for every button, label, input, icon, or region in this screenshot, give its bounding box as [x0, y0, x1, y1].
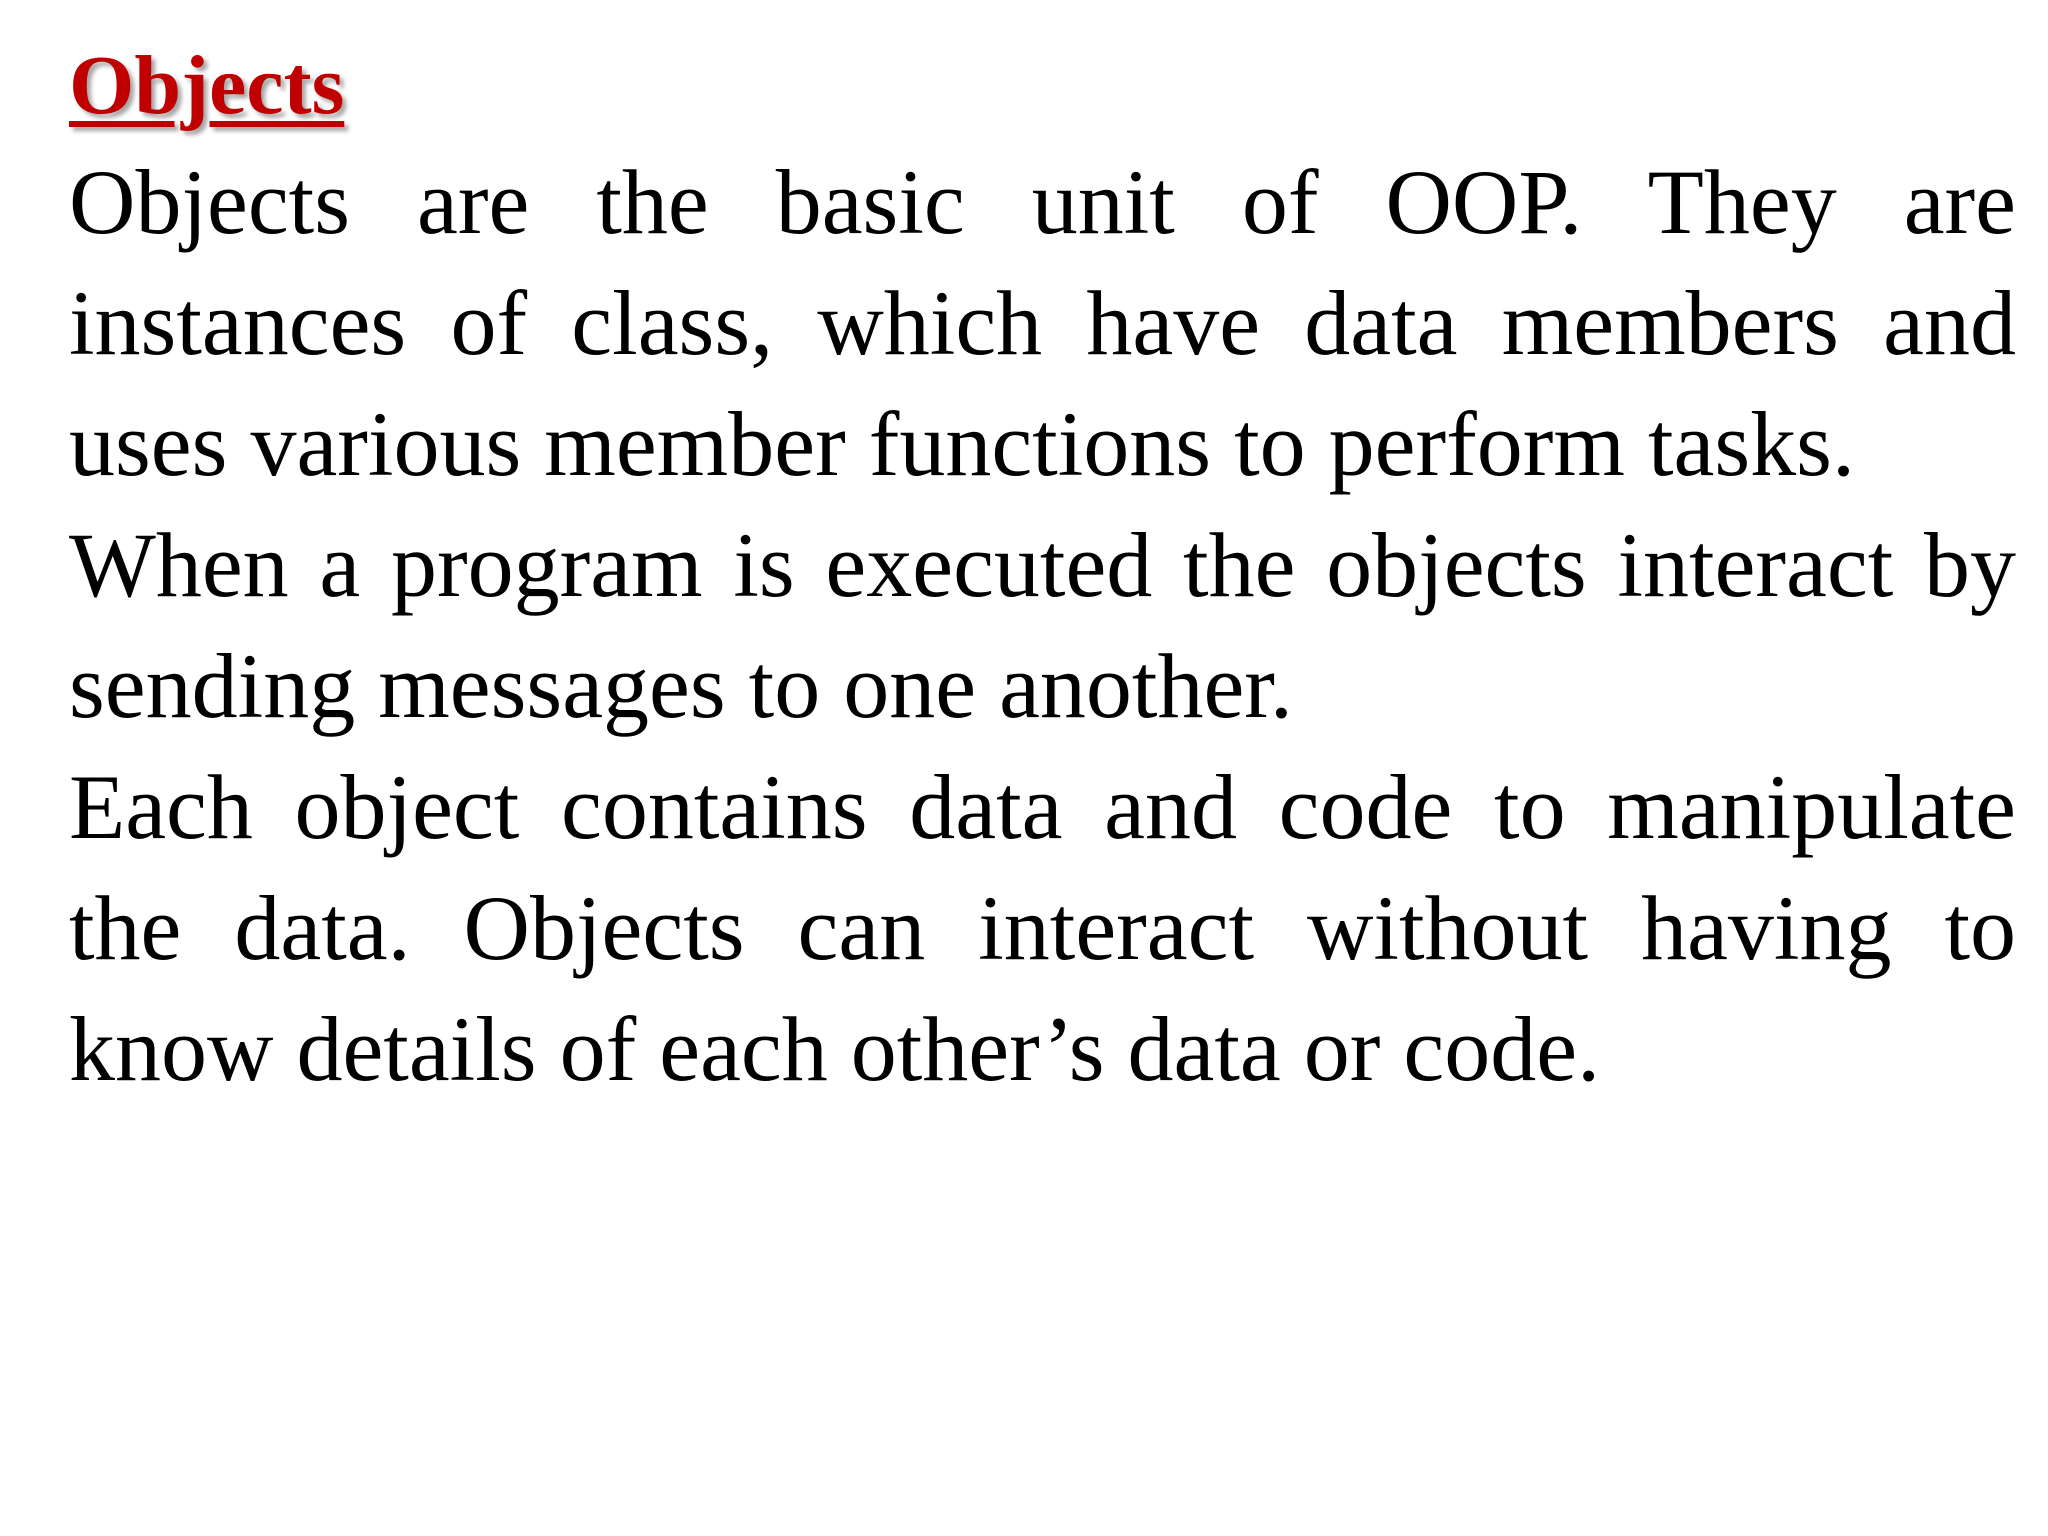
paragraph-program-execution: When a program is executed the objects interact by sending messages to one another.: [69, 514, 2016, 737]
slide-title: Objects: [69, 39, 345, 132]
paragraph-objects-definition: Objects are the basic unit of OOP. They are instances of class, which have data members and uses various member functions to perform tasks.: [69, 151, 2016, 495]
paragraph-data-and-code: Each object contains data and code to manipulate the data. Objects can interact without having to know details of each other’s data or code.: [69, 756, 2016, 1100]
